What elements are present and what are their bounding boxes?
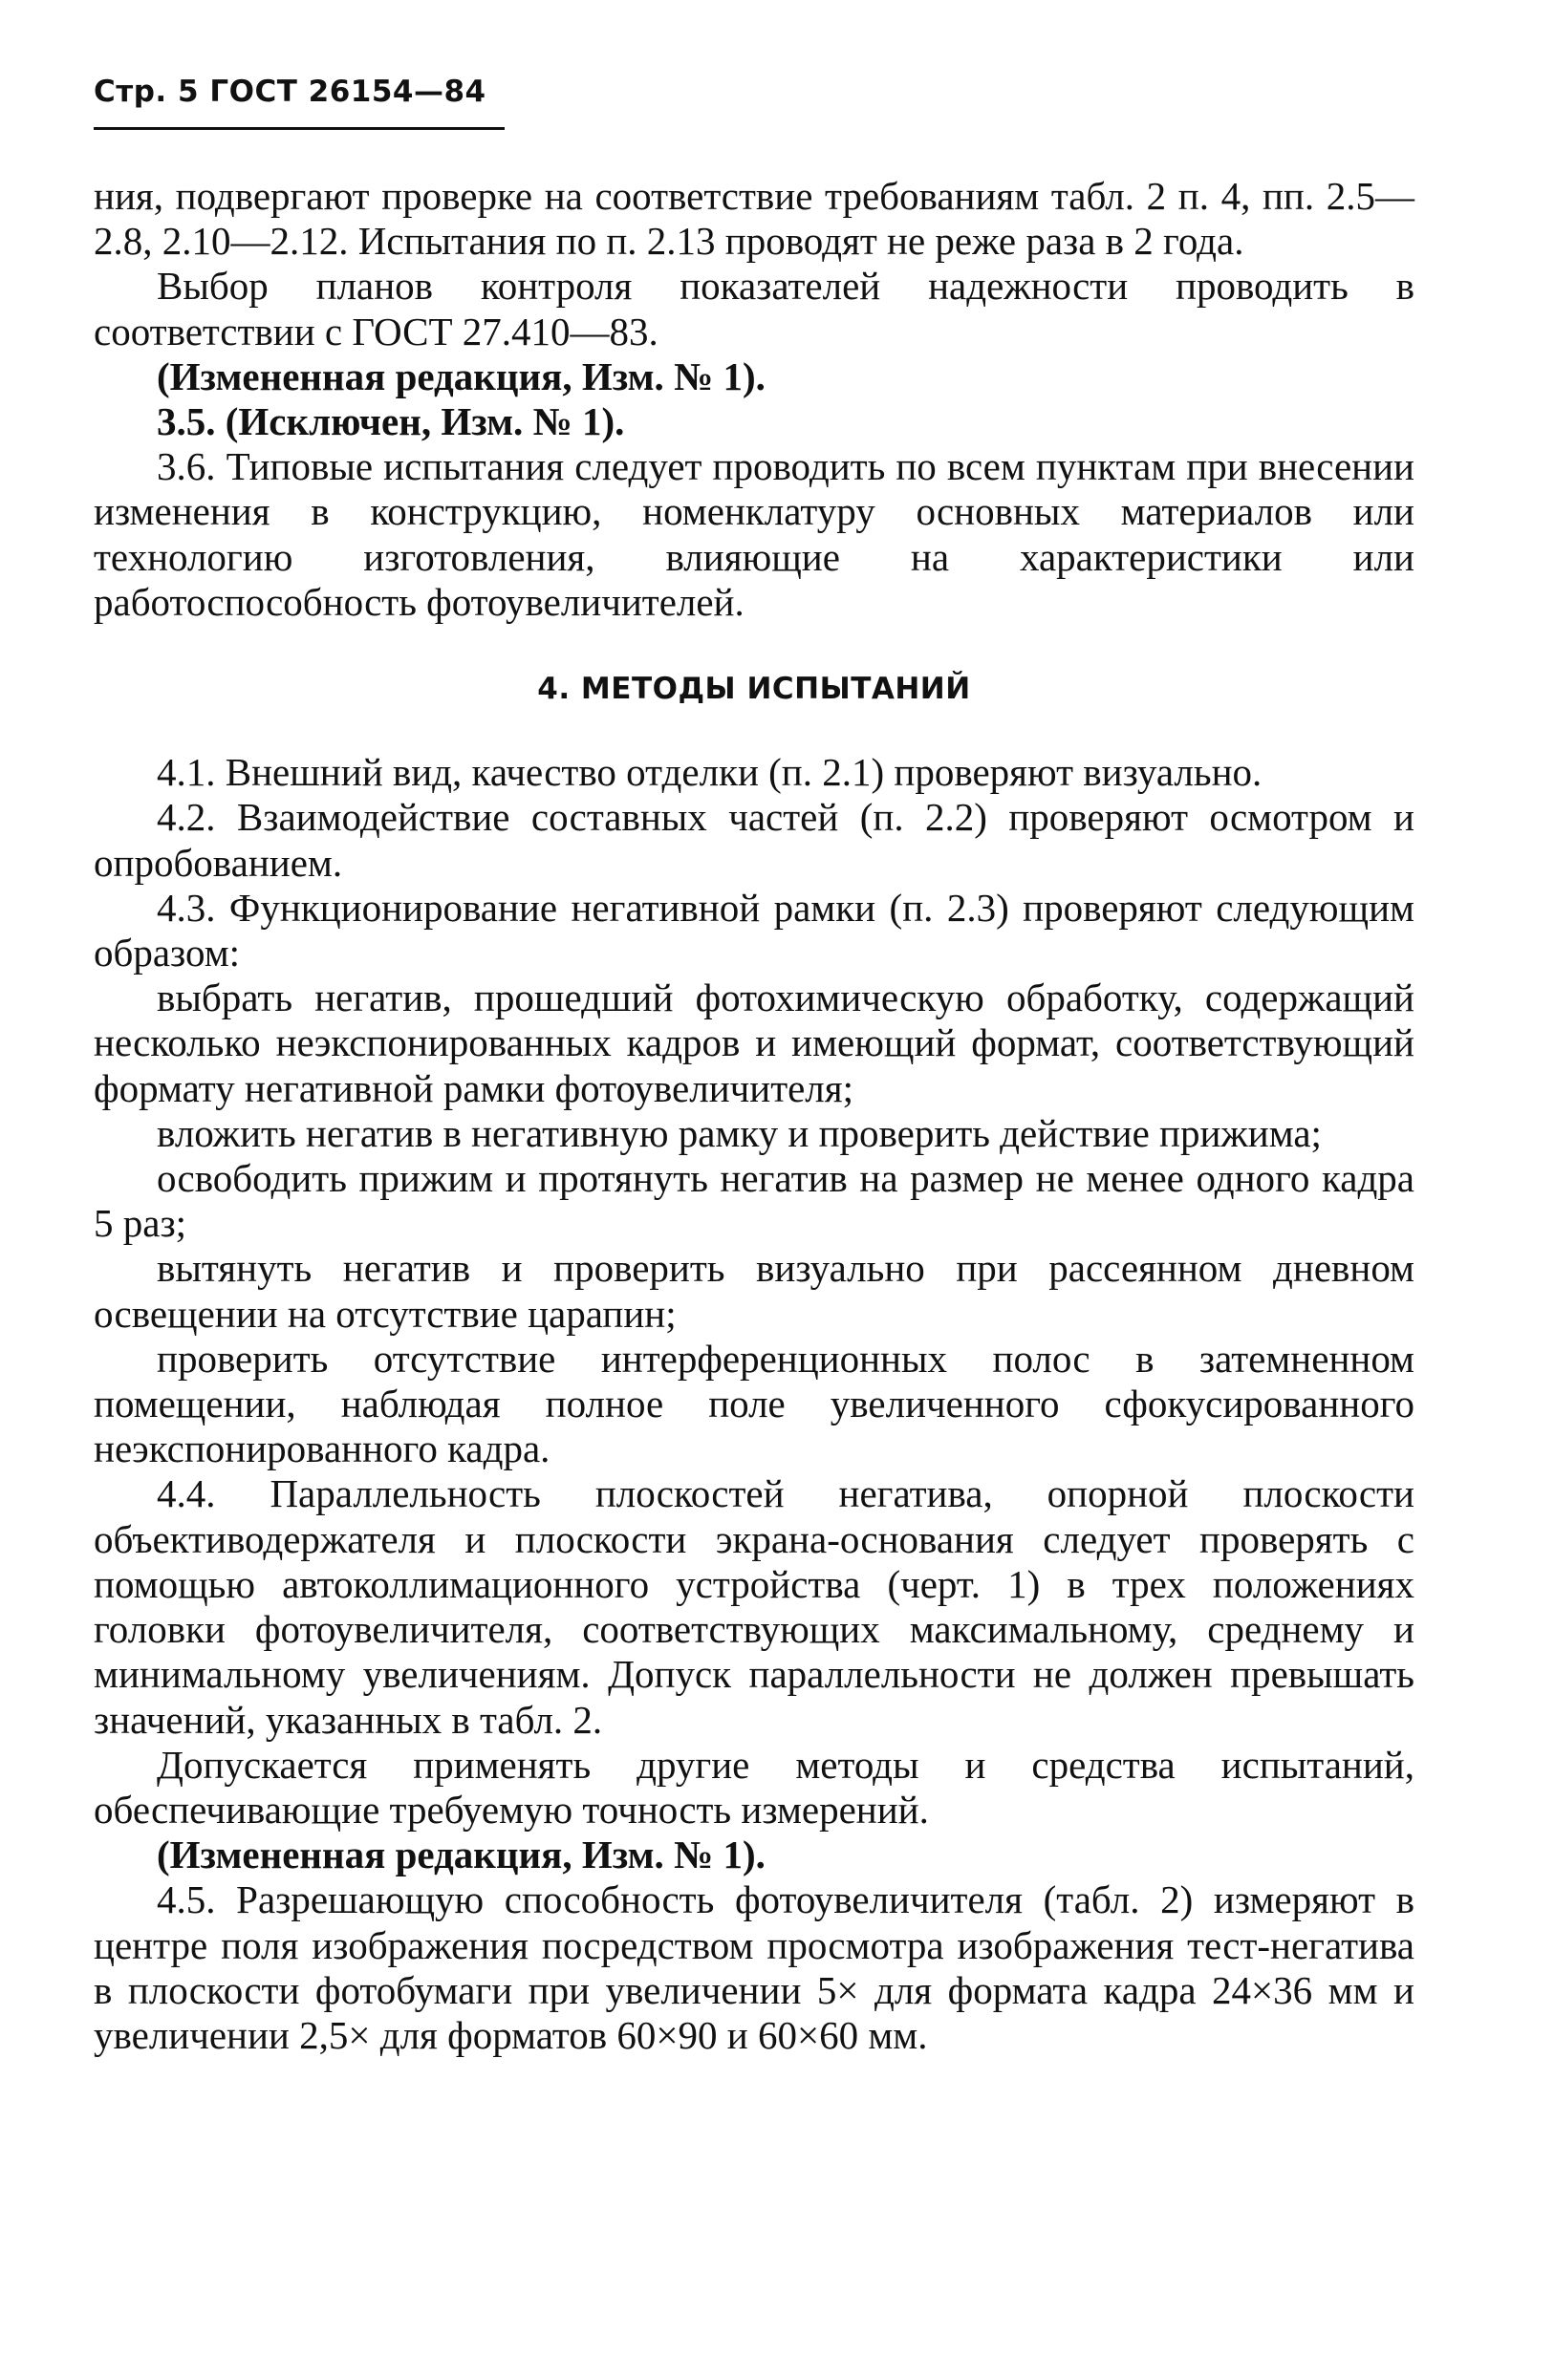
paragraph-reliability: Выбор планов контроля показателей надежности проводить в соответствии с ГОСТ 27.410—83. xyxy=(94,264,1414,354)
section-title: 4. МЕТОДЫ ИСПЫТАНИЙ xyxy=(537,672,971,707)
amendment-note: (Измененная редакция, Изм. № 1). xyxy=(157,354,766,398)
procedure-step: вытянуть негатив и проверить визуально при рассеянном дневном освещении на отсутствие царапин; xyxy=(94,1246,1414,1336)
clause-4-1: 4.1. Внешний вид, качество отделки (п. 2.1) проверяют визуально. xyxy=(157,750,1263,795)
header-rule xyxy=(94,127,505,130)
page-header: Стр. 5 ГОСТ 26154—84 xyxy=(94,75,486,109)
clause-4-4: 4.4. Параллельность плоскостей негатива, опорной плоскости объективодержателя и плоскости экрана-основания следует проверять с помощью автоколлимационного устройства (черт. 1) в трех положениях головки фотоувеличителя, соответствующих максимальному, среднему и минимальному увеличениям. Допуск параллельности не должен превышать значений, указанных в табл. 2. xyxy=(94,1471,1414,1742)
clause-3-6: 3.6. Типовые испытания следует проводить по всем пунктам при внесении изменения в конструкцию, номенклатуру основных материалов или технологию изготовления, влияющие на характеристики или работоспособность фотоувеличителей. xyxy=(94,444,1414,624)
procedure-step: проверить отсутствие интерференционных полос в затемненном помещении, наблюдая полное поле увеличенного сфокусированного неэкспонированного кадра. xyxy=(94,1336,1414,1471)
paragraph-other-methods: Допускается применять другие методы и средства испытаний, обеспечивающие требуемую точность измерений. xyxy=(94,1742,1414,1832)
paragraph-continuation: ния, подвергают проверке на соответствие требованиям табл. 2 п. 4, пп. 2.5—2.8, 2.10—2.12. Испытания по п. 2.13 проводят не реже раза в 2 года. xyxy=(94,174,1414,264)
clause-4-3: 4.3. Функционирование негативной рамки (п. 2.3) проверяют следующим образом: xyxy=(94,885,1414,976)
procedure-step: вложить негатив в негативную рамку и проверить действие прижима; xyxy=(157,1110,1322,1155)
amendment-note: (Измененная редакция, Изм. № 1). xyxy=(157,1833,766,1877)
procedure-step: выбрать негатив, прошедший фотохимическую обработку, содержащий несколько неэкспонированных кадров и имеющий формат, соответствующий формату негативной рамки фотоувеличителя; xyxy=(94,976,1414,1110)
document-body xyxy=(94,174,1414,2058)
procedure-step: освободить прижим и протянуть негатив на размер не менее одного кадра 5 раз; xyxy=(94,1156,1414,1246)
clause-4-5: 4.5. Разрешающую способность фотоувеличителя (табл. 2) измеряют в центре поля изображения посредством просмотра изображения тест-негатива в плоскости фотобумаги при увеличении 5× для формата кадра 24×36 мм и увеличении 2,5× для форматов 60×90 и 60×60 мм. xyxy=(94,1877,1414,2057)
clause-4-2: 4.2. Взаимодействие составных частей (п. 2.2) проверяют осмотром и опробованием. xyxy=(94,795,1414,885)
clause-3-5: 3.5. (Исключен, Изм. № 1). xyxy=(157,399,625,444)
